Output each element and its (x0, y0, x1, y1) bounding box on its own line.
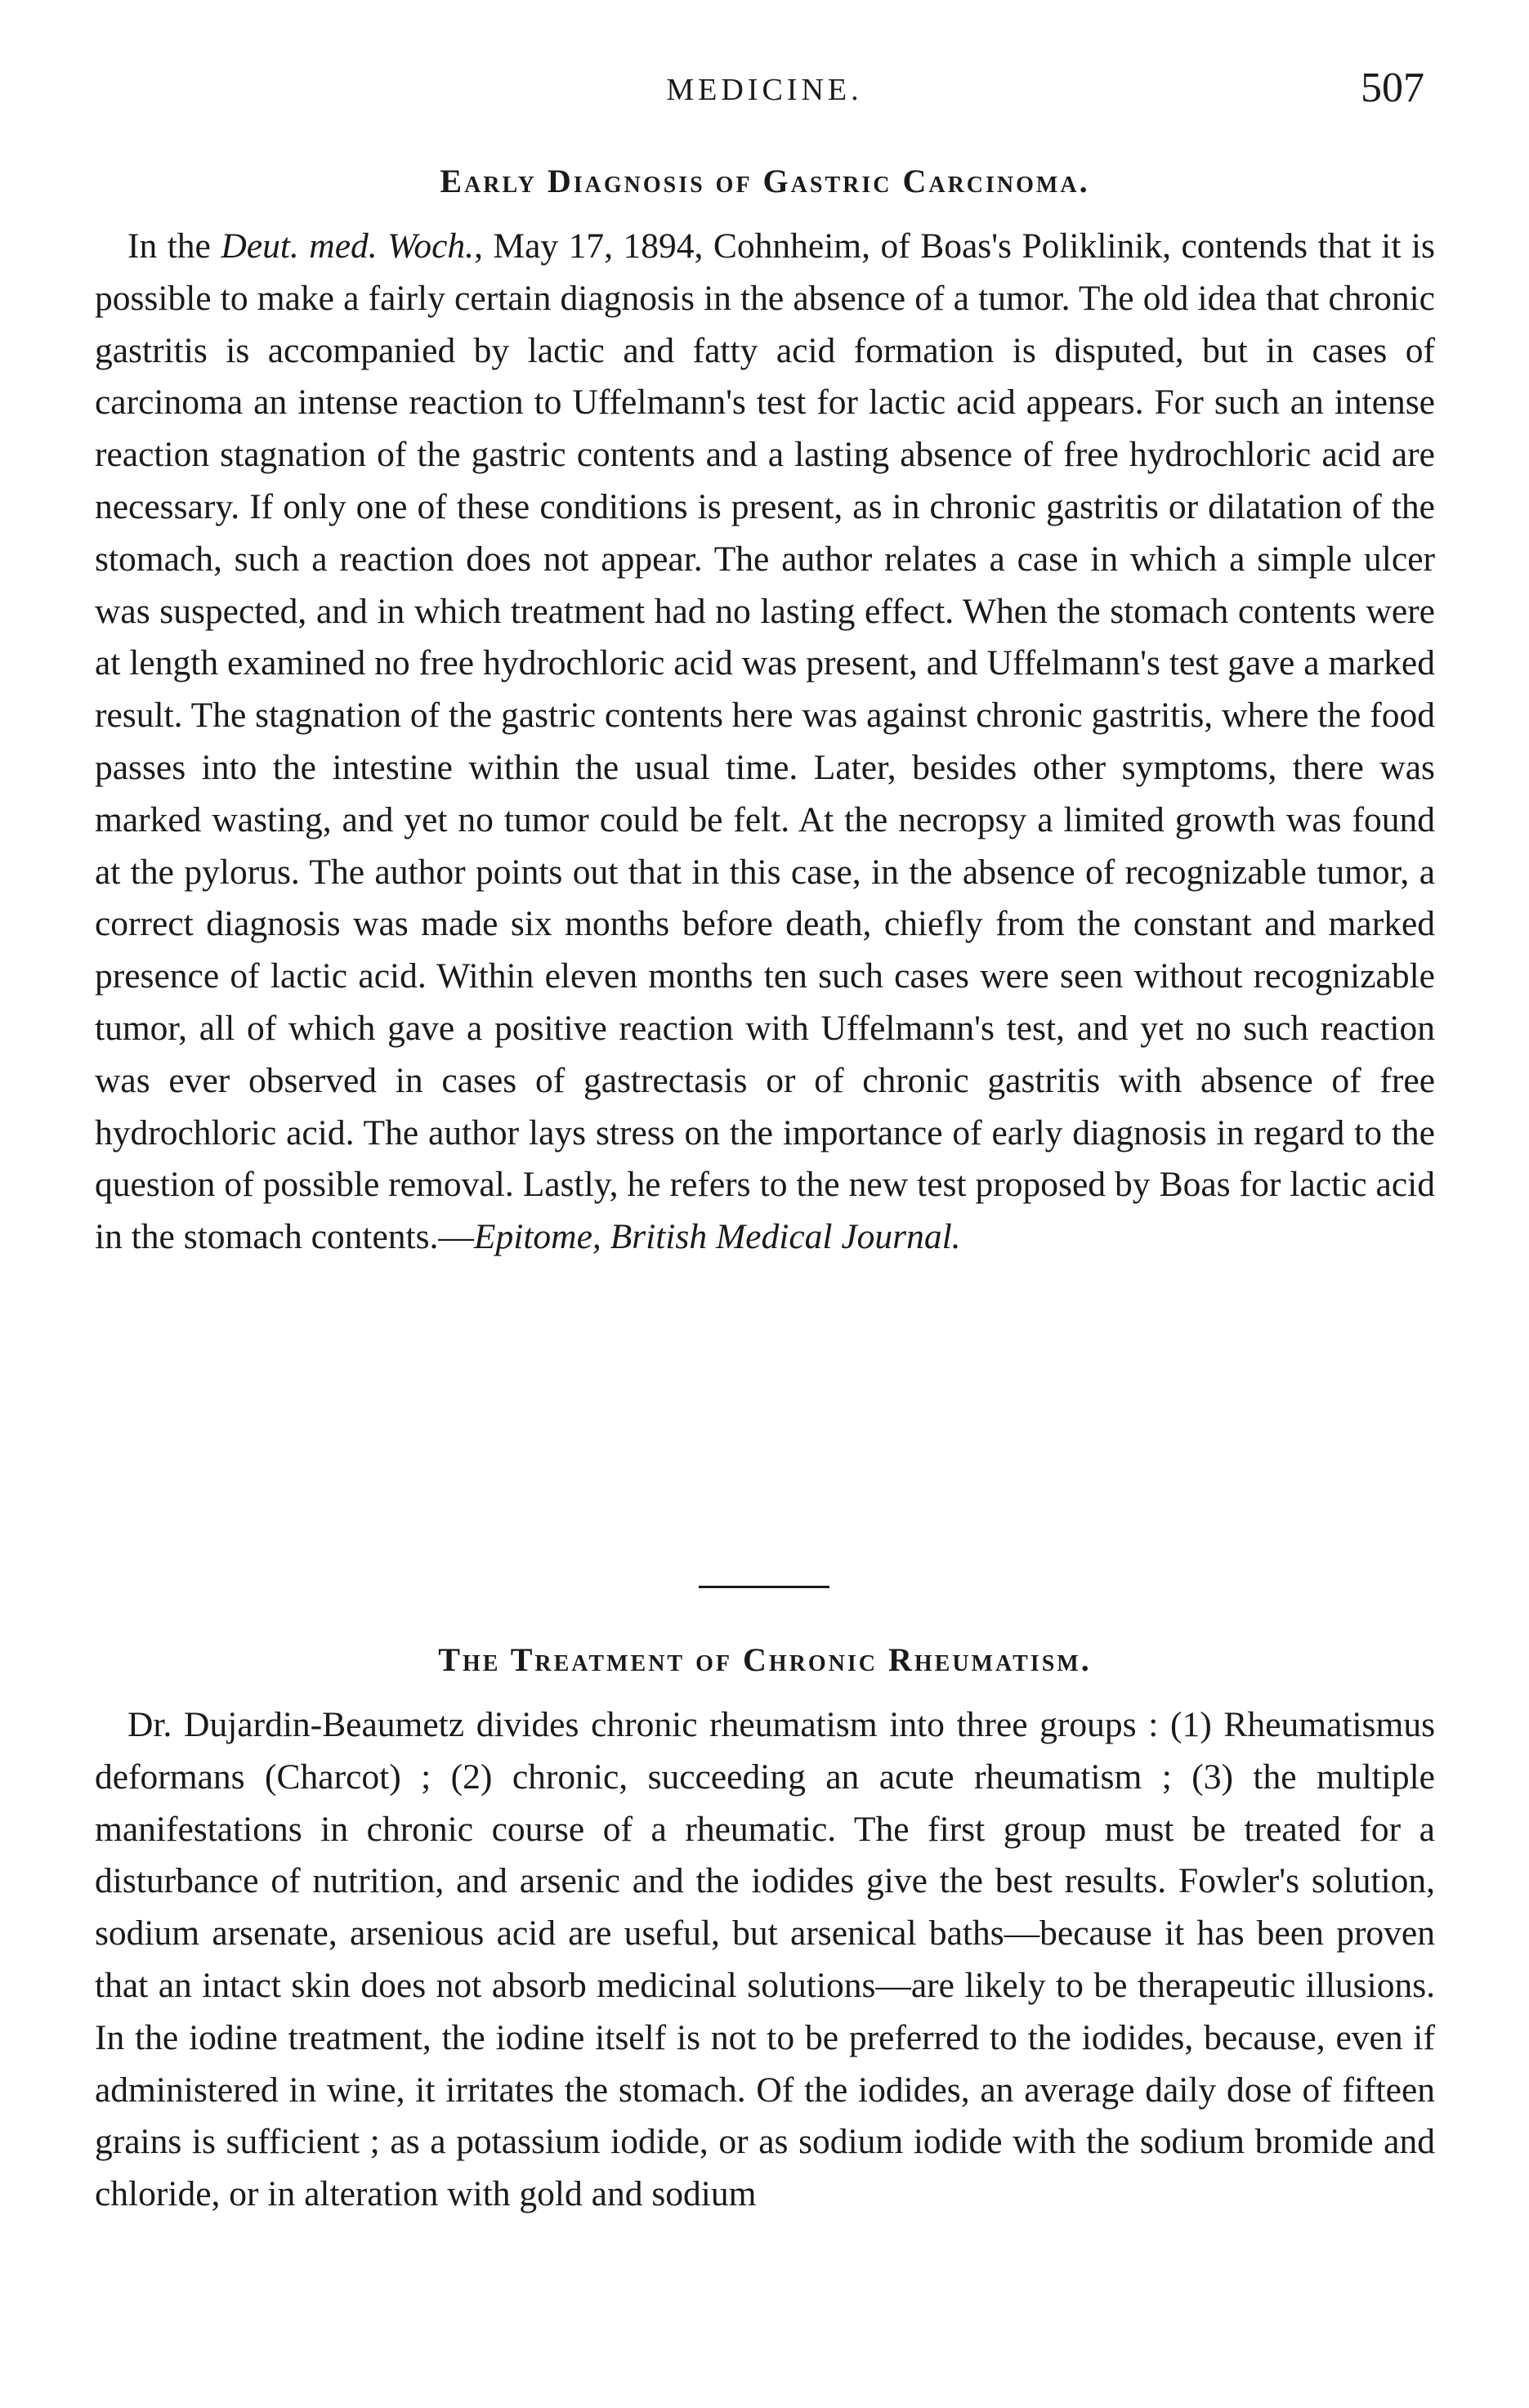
article-heading: The Treatment of Chronic Rheumatism. (438, 1641, 1092, 1678)
section-divider (699, 1586, 829, 1588)
article-heading: Early Diagnosis of Gastric Carcinoma. (440, 163, 1090, 199)
body-text: , May 17, 1894, Cohnheim, of Boas's Poliklinik, contends that it is possible to make a fairly certain diagnosis in the absence of a tumor. The old idea that chronic gastritis is accompanied by lactic and fatty acid formation is disputed, but in cases of carcinoma an intense reaction to Uffelmann's test for lactic acid appears. For such an intense reaction stagnation of the gastric contents and a lasting absence of free hydrochloric acid are necessary. If only one of these conditions is present, as in chronic gastritis or dilatation of the stomach, such a reaction does not appear. The author relates a case in which a simple ulcer was suspected, and in which treatment had no lasting effect. When the stomach contents were at length examined no free hydrochloric acid was present, and Uffelmann's test gave a marked result. The stagnation of the gastric contents here was against chronic gastritis, where the food passes into the intestine within the usual time. Later, besides other symptoms, there was marked wasting, and yet no tumor could be felt. At the necropsy a limited growth was found at the pylorus. The author points out that in this case, in the absence of recognizable tumor, a correct diagnosis was made six months before death, chiefly from the constant and marked presence of lactic acid. Within eleven months ten such cases were seen without recognizable tumor, all of which gave a positive reaction with Uffelmann's test, and yet no such reaction was ever observed in cases of gastrectasis or of chronic gastritis with absence of free hydrochloric acid. The author lays stress on the importance of early diagnosis in regard to the question of possible removal. Lastly, he refers to the new test proposed by Boas for lactic acid in the stomach contents.— (95, 226, 1435, 1257)
running-title: MEDICINE. (666, 73, 863, 107)
article-chronic-rheumatism (95, 1639, 1435, 2221)
article-body: Dr. Dujardin-Beaumetz divides chronic rheumatism into three groups : (1) Rheumatismus deformans (Charcot) ; (2) chronic, succeeding an acute rheumatism ; (3) the multiple manifestations in chronic course of a rheumatic. The first group must be treated for a disturbance of nutrition, and arsenic and the iodides give the best results. Fowler's solution, sodium arsenate, arsenious acid are useful, but arsenical baths—because it has been proven that an intact skin does not absorb medicinal solutions—are likely to be therapeutic illusions. In the iodine treatment, the iodine itself is not to be preferred to the iodides, because, even if administered in wine, it irritates the stomach. Of the iodides, an average daily dose of fifteen grains is sufficient ; as a potassium iodide, or as sodium iodide with the sodium bromide and chloride, or in alteration with gold and sodium (95, 1705, 1435, 2214)
article-body (95, 221, 1435, 1264)
journal-citation: Deut. med. Woch. (221, 226, 475, 266)
source-citation: Epitome, British Medical Journal. (473, 1217, 961, 1257)
article-gastric-carcinoma (95, 160, 1435, 1264)
running-head (0, 64, 1529, 113)
page-number: 507 (1361, 65, 1424, 111)
body-intro: In the (127, 226, 221, 266)
